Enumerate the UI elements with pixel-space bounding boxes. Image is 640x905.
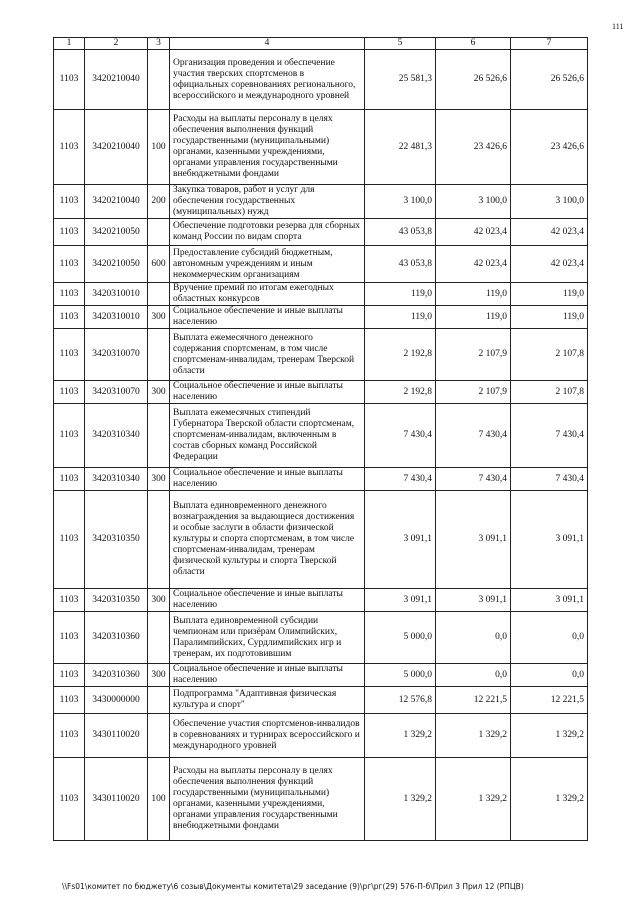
section-cell: 1103 (54, 589, 85, 612)
target-code-cell: 3420210040 (85, 50, 148, 110)
amount-cell-year2: 26 526,6 (436, 50, 511, 110)
amount-cell-year2: 0,0 (436, 612, 511, 664)
header-cell: 3 (148, 38, 170, 50)
description-cell: Выплата ежемесячного денежного содержания спортсменам, в том числе спортсменам-инвалидам, тренерам Тверской области (170, 329, 365, 381)
amount-cell-year3: 42 023,4 (511, 246, 588, 283)
expense-type-cell (148, 612, 170, 664)
amount-cell-year3: 23 426,6 (511, 110, 588, 185)
amount-cell-year3: 42 023,4 (511, 219, 588, 246)
table-row (54, 246, 588, 283)
section-cell: 1103 (54, 306, 85, 329)
target-code-cell: 3420310350 (85, 491, 148, 589)
expense-type-cell: 600 (148, 246, 170, 283)
amount-cell-year2: 1 329,2 (436, 758, 511, 841)
expense-type-cell: 100 (148, 110, 170, 185)
description-cell: Выплата ежемесячных стипендий Губернатора Тверской области спортсменам, спортсменам-инвалидам, включенным в состав сборных команд Российской Федерации (170, 404, 365, 468)
description-cell: Подпрограмма "Адаптивная физическая культура и спорт" (170, 687, 365, 714)
section-cell: 1103 (54, 612, 85, 664)
target-code-cell: 3420210040 (85, 110, 148, 185)
expense-type-cell (148, 404, 170, 468)
table-row (54, 404, 588, 468)
amount-cell-year3: 0,0 (511, 664, 588, 687)
description-cell: Социальное обеспечение и иные выплаты населению (170, 306, 365, 329)
target-code-cell: 3420210050 (85, 219, 148, 246)
amount-cell-year3: 3 100,0 (511, 185, 588, 219)
amount-cell-year3: 2 107,8 (511, 381, 588, 404)
description-cell: Расходы на выплаты персоналу в целях обеспечения выполнения функций государственными (муниципальными) органами, казенными учреждениями, органами управления государственными внебюджетными фондами (170, 110, 365, 185)
expense-type-cell (148, 219, 170, 246)
description-cell: Закупка товаров, работ и услуг для обеспечения государственных (муниципальных) нужд (170, 185, 365, 219)
amount-cell-year1: 22 481,3 (365, 110, 436, 185)
table-row (54, 491, 588, 589)
section-cell: 1103 (54, 381, 85, 404)
description-cell: Предоставление субсидий бюджетным, автономным учреждениям и иным некоммерческим организациям (170, 246, 365, 283)
section-cell: 1103 (54, 110, 85, 185)
amount-cell-year1: 119,0 (365, 283, 436, 306)
amount-cell-year1: 12 576,8 (365, 687, 436, 714)
table-row (54, 687, 588, 714)
amount-cell-year1: 25 581,3 (365, 50, 436, 110)
header-cell: 1 (54, 38, 85, 50)
amount-cell-year2: 23 426,6 (436, 110, 511, 185)
expense-type-cell: 300 (148, 468, 170, 491)
section-cell: 1103 (54, 50, 85, 110)
section-cell: 1103 (54, 283, 85, 306)
table-row (54, 714, 588, 758)
description-cell: Социальное обеспечение и иные выплаты населению (170, 664, 365, 687)
amount-cell-year2: 2 107,9 (436, 381, 511, 404)
target-code-cell: 3420310070 (85, 329, 148, 381)
amount-cell-year2: 3 091,1 (436, 589, 511, 612)
table-row (54, 50, 588, 110)
expense-type-cell (148, 283, 170, 306)
amount-cell-year3: 12 221,5 (511, 687, 588, 714)
expense-type-cell (148, 329, 170, 381)
amount-cell-year2: 1 329,2 (436, 714, 511, 758)
target-code-cell: 3420310340 (85, 468, 148, 491)
budget-table (53, 37, 588, 841)
section-cell: 1103 (54, 714, 85, 758)
amount-cell-year3: 2 107,8 (511, 329, 588, 381)
description-cell: Выплата единовременной субсидии чемпионам или призёрам Олимпийских, Паралимпийских, Сурдлимпийских игр и тренерам, их подготовившим (170, 612, 365, 664)
table-row (54, 758, 588, 841)
target-code-cell: 3420210040 (85, 185, 148, 219)
amount-cell-year1: 2 192,8 (365, 381, 436, 404)
amount-cell-year1: 119,0 (365, 306, 436, 329)
header-cell: 7 (511, 38, 588, 50)
header-cell: 4 (170, 38, 365, 50)
table-row (54, 283, 588, 306)
table-row (54, 468, 588, 491)
amount-cell-year1: 5 000,0 (365, 664, 436, 687)
description-cell: Обеспечение участия спортсменов-инвалидов в соревнованиях и турнирах всероссийского и международного уровней (170, 714, 365, 758)
amount-cell-year2: 42 023,4 (436, 219, 511, 246)
amount-cell-year2: 119,0 (436, 306, 511, 329)
table-row (54, 612, 588, 664)
amount-cell-year2: 0,0 (436, 664, 511, 687)
section-cell: 1103 (54, 185, 85, 219)
table-header-row (54, 38, 588, 50)
table-row (54, 381, 588, 404)
amount-cell-year1: 7 430,4 (365, 468, 436, 491)
section-cell: 1103 (54, 329, 85, 381)
description-cell: Организация проведения и обеспечение участия тверских спортсменов в официальных соревнованиях регионального, всероссийского и международного уровней (170, 50, 365, 110)
amount-cell-year3: 3 091,1 (511, 589, 588, 612)
expense-type-cell: 300 (148, 664, 170, 687)
description-cell: Социальное обеспечение и иные выплаты населению (170, 381, 365, 404)
table-row (54, 329, 588, 381)
table-row (54, 219, 588, 246)
description-cell: Социальное обеспечение и иные выплаты населению (170, 589, 365, 612)
amount-cell-year2: 7 430,4 (436, 404, 511, 468)
section-cell: 1103 (54, 404, 85, 468)
amount-cell-year2: 119,0 (436, 283, 511, 306)
target-code-cell: 3420310360 (85, 664, 148, 687)
amount-cell-year1: 43 053,8 (365, 219, 436, 246)
description-cell: Социальное обеспечение и иные выплаты населению (170, 468, 365, 491)
target-code-cell: 3420210050 (85, 246, 148, 283)
amount-cell-year3: 7 430,4 (511, 468, 588, 491)
amount-cell-year2: 12 221,5 (436, 687, 511, 714)
amount-cell-year2: 3 100,0 (436, 185, 511, 219)
amount-cell-year2: 3 091,1 (436, 491, 511, 589)
section-cell: 1103 (54, 664, 85, 687)
amount-cell-year1: 5 000,0 (365, 612, 436, 664)
table-row (54, 110, 588, 185)
table-row (54, 306, 588, 329)
target-code-cell: 3420310340 (85, 404, 148, 468)
expense-type-cell: 300 (148, 306, 170, 329)
section-cell: 1103 (54, 246, 85, 283)
target-code-cell: 3420310010 (85, 306, 148, 329)
amount-cell-year1: 1 329,2 (365, 714, 436, 758)
section-cell: 1103 (54, 758, 85, 841)
amount-cell-year3: 3 091,1 (511, 491, 588, 589)
target-code-cell: 3420310070 (85, 381, 148, 404)
amount-cell-year2: 42 023,4 (436, 246, 511, 283)
target-code-cell: 3430110020 (85, 758, 148, 841)
expense-type-cell (148, 714, 170, 758)
header-cell: 6 (436, 38, 511, 50)
table-row (54, 664, 588, 687)
amount-cell-year3: 1 329,2 (511, 758, 588, 841)
page-number: 111 (612, 22, 624, 31)
expense-type-cell: 100 (148, 758, 170, 841)
amount-cell-year1: 7 430,4 (365, 404, 436, 468)
table-row (54, 185, 588, 219)
amount-cell-year3: 26 526,6 (511, 50, 588, 110)
file-path-footer: \\Fs01\комитет по бюджету\6 созыв\Документы комитета\29 заседание (9)\рг\рг(29) 576-П-б\Прил 3 Прил 12 (РПЦВ) (62, 882, 524, 891)
expense-type-cell: 300 (148, 589, 170, 612)
amount-cell-year1: 3 100,0 (365, 185, 436, 219)
amount-cell-year1: 3 091,1 (365, 491, 436, 589)
amount-cell-year2: 2 107,9 (436, 329, 511, 381)
description-cell: Расходы на выплаты персоналу в целях обеспечения выполнения функций государственными (муниципальными) органами, казенными учреждениями, органами управления государственными внебюджетными фондами (170, 758, 365, 841)
expense-type-cell (148, 50, 170, 110)
section-cell: 1103 (54, 219, 85, 246)
target-code-cell: 3420310010 (85, 283, 148, 306)
amount-cell-year1: 1 329,2 (365, 758, 436, 841)
header-cell: 5 (365, 38, 436, 50)
section-cell: 1103 (54, 468, 85, 491)
amount-cell-year3: 7 430,4 (511, 404, 588, 468)
description-cell: Обеспечение подготовки резерва для сборных команд России по видам спорта (170, 219, 365, 246)
amount-cell-year1: 3 091,1 (365, 589, 436, 612)
target-code-cell: 3420310350 (85, 589, 148, 612)
description-cell: Вручение премий по итогам ежегодных областных конкурсов (170, 283, 365, 306)
amount-cell-year1: 2 192,8 (365, 329, 436, 381)
expense-type-cell (148, 687, 170, 714)
description-cell: Выплата единовременного денежного вознаграждения за выдающиеся достижения и особые заслуги в области физической культуры и спорта спортсменам, в том числе спортсменам-инвалидам, тренерам физической культуры и спорта Тверской области (170, 491, 365, 589)
expense-type-cell: 200 (148, 185, 170, 219)
amount-cell-year3: 0,0 (511, 612, 588, 664)
section-cell: 1103 (54, 491, 85, 589)
target-code-cell: 3420310360 (85, 612, 148, 664)
header-cell: 2 (85, 38, 148, 50)
target-code-cell: 3430110020 (85, 714, 148, 758)
expense-type-cell: 300 (148, 381, 170, 404)
amount-cell-year3: 119,0 (511, 306, 588, 329)
amount-cell-year3: 1 329,2 (511, 714, 588, 758)
amount-cell-year1: 43 053,8 (365, 246, 436, 283)
target-code-cell: 3430000000 (85, 687, 148, 714)
section-cell: 1103 (54, 687, 85, 714)
table-row (54, 589, 588, 612)
expense-type-cell (148, 491, 170, 589)
amount-cell-year3: 119,0 (511, 283, 588, 306)
amount-cell-year2: 7 430,4 (436, 468, 511, 491)
